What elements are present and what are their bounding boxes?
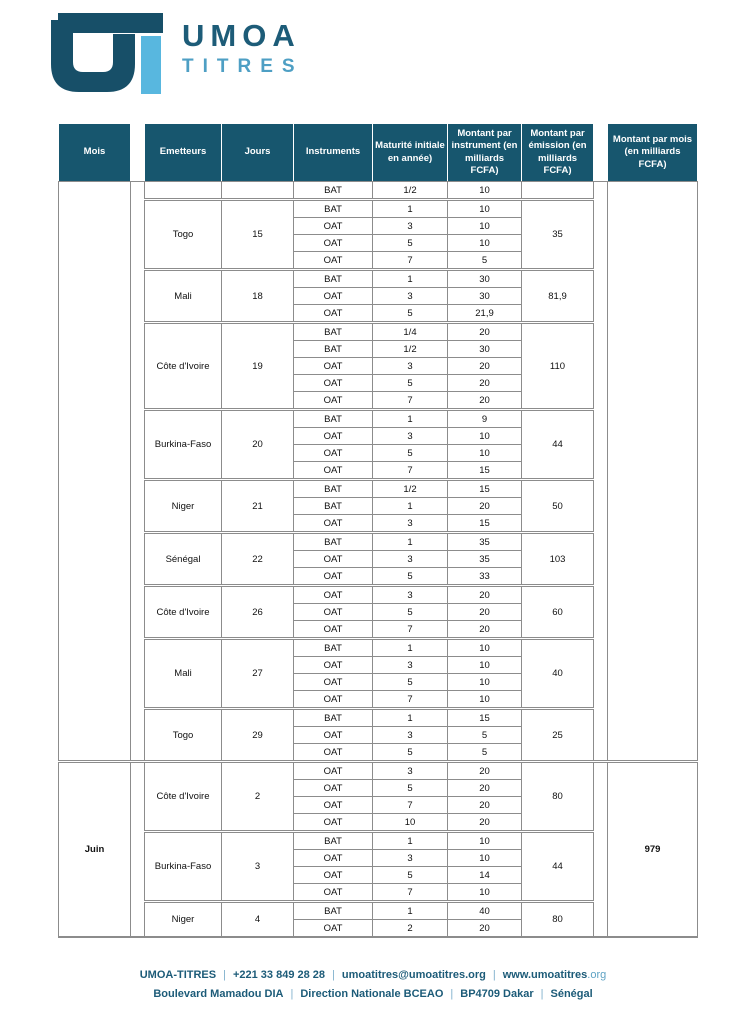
instrument-cell: OAT [294,305,373,323]
instrument-cell: OAT [294,604,373,621]
maturity-cell: 7 [373,252,448,270]
day-cell: 4 [222,902,294,938]
footer-segment: umoatitres@umoatitres.org [341,969,486,981]
instrument-cell: OAT [294,884,373,902]
logo-wordmark [182,20,304,76]
day-cell: 2 [222,762,294,832]
header-jours: Jours [222,124,294,182]
instrument-cell: OAT [294,727,373,744]
instrument-cell: BAT [294,182,373,200]
maturity-cell: 3 [373,586,448,604]
amount-cell: 10 [448,674,522,691]
maturity-cell: 1 [373,639,448,657]
amount-cell: 30 [448,270,522,288]
maturity-cell: 3 [373,727,448,744]
issuer-cell: Côte d'Ivoire [145,762,222,832]
maturity-cell: 7 [373,691,448,709]
header-montant-mois: Montant par mois (en milliards FCFA) [608,124,698,182]
instrument-cell: BAT [294,323,373,341]
maturity-cell: 5 [373,867,448,884]
issuer-cell: Sénégal [145,533,222,586]
maturity-cell: 3 [373,428,448,445]
instrument-cell: BAT [294,410,373,428]
amount-cell: 10 [448,832,522,850]
maturity-cell: 2 [373,920,448,938]
header-mois: Mois [59,124,131,182]
issue-total-cell: 40 [522,639,594,709]
instrument-cell: OAT [294,657,373,674]
issue-total-cell [522,182,594,200]
maturity-cell: 3 [373,657,448,674]
instrument-cell: OAT [294,288,373,305]
umoa-titres-logo [40,10,304,102]
amount-cell: 33 [448,568,522,586]
instrument-cell: BAT [294,498,373,515]
instrument-cell: OAT [294,814,373,832]
spacer-cell [594,762,608,938]
footer-segment: Sénégal [550,988,593,1001]
footer-separator: | [450,988,454,1001]
instrument-cell: OAT [294,762,373,780]
header-spacer-left [131,124,145,182]
month-cell: Juin [59,762,131,938]
maturity-cell: 3 [373,551,448,568]
issuer-cell: Niger [145,902,222,938]
instrument-cell: OAT [294,428,373,445]
footer-segment: BP4709 Dakar [460,988,534,1001]
footer-segment: Boulevard Mamadou DIA [153,988,284,1001]
amount-cell: 20 [448,780,522,797]
day-cell: 29 [222,709,294,762]
amount-cell: 10 [448,428,522,445]
footer-segment-suffix: .org [587,969,607,981]
amount-cell: 15 [448,480,522,498]
month-total-cell [608,182,698,762]
header-instruments: Instruments [294,124,373,182]
instrument-cell: OAT [294,797,373,814]
amount-cell: 10 [448,639,522,657]
instrument-cell: BAT [294,902,373,920]
issue-total-cell: 35 [522,200,594,270]
maturity-cell: 3 [373,218,448,235]
footer-separator: | [290,988,294,1001]
amount-cell: 20 [448,604,522,621]
issuer-cell: Côte d'Ivoire [145,323,222,410]
issue-total-cell: 60 [522,586,594,639]
issuer-cell: Togo [145,709,222,762]
footer-separator: | [492,969,496,981]
amount-cell: 20 [448,498,522,515]
table-row [59,182,698,200]
maturity-cell: 1 [373,410,448,428]
amount-cell: 15 [448,709,522,727]
maturity-cell: 1/2 [373,182,448,200]
instrument-cell: OAT [294,235,373,252]
instrument-cell: OAT [294,920,373,938]
issuer-cell: Burkina-Faso [145,832,222,902]
maturity-cell: 1 [373,270,448,288]
amount-cell: 20 [448,797,522,814]
instrument-cell: OAT [294,392,373,410]
maturity-cell: 1 [373,498,448,515]
amount-cell: 40 [448,902,522,920]
instrument-cell: BAT [294,832,373,850]
footer-line-2 [0,985,746,1004]
page-footer [0,966,746,1005]
amount-cell: 10 [448,657,522,674]
footer-line-1 [0,966,746,985]
instrument-cell: BAT [294,200,373,218]
instrument-cell: OAT [294,674,373,691]
footer-segment: www.umoatitres [502,969,588,981]
maturity-cell: 5 [373,375,448,392]
day-cell: 21 [222,480,294,533]
logo-titres-text: TITRES [182,56,304,77]
maturity-cell: 5 [373,235,448,252]
spacer-cell [131,762,145,938]
footer-segment: UMOA-TITRES [139,969,217,981]
amount-cell: 5 [448,252,522,270]
maturity-cell: 5 [373,604,448,621]
instrument-cell: OAT [294,621,373,639]
issuer-cell: Niger [145,480,222,533]
header-emetteurs: Emetteurs [145,124,222,182]
maturity-cell: 1 [373,200,448,218]
maturity-cell: 7 [373,621,448,639]
instrument-cell: OAT [294,462,373,480]
amount-cell: 9 [448,410,522,428]
issuance-calendar-table [58,123,698,938]
amount-cell: 21,9 [448,305,522,323]
instrument-cell: BAT [294,270,373,288]
header-spacer-right [594,124,608,182]
maturity-cell: 5 [373,445,448,462]
amount-cell: 20 [448,375,522,392]
amount-cell: 20 [448,358,522,375]
issue-total-cell: 103 [522,533,594,586]
instrument-cell: OAT [294,358,373,375]
amount-cell: 10 [448,200,522,218]
day-cell: 20 [222,410,294,480]
amount-cell: 20 [448,762,522,780]
amount-cell: 35 [448,551,522,568]
day-cell: 3 [222,832,294,902]
maturity-cell: 5 [373,744,448,762]
issuer-cell: Burkina-Faso [145,410,222,480]
day-cell: 18 [222,270,294,323]
instrument-cell: OAT [294,586,373,604]
amount-cell: 10 [448,850,522,867]
amount-cell: 10 [448,691,522,709]
instrument-cell: OAT [294,252,373,270]
maturity-cell: 1/2 [373,341,448,358]
footer-separator: | [540,988,544,1001]
footer-segment: +221 33 849 28 28 [232,969,326,981]
footer-separator: | [332,969,335,981]
issue-total-cell: 25 [522,709,594,762]
instrument-cell: OAT [294,218,373,235]
maturity-cell: 10 [373,814,448,832]
instrument-cell: OAT [294,744,373,762]
maturity-cell: 5 [373,305,448,323]
maturity-cell: 3 [373,288,448,305]
table-header-row [59,124,698,182]
maturity-cell: 1/2 [373,480,448,498]
month-cell [59,182,131,762]
day-cell [222,182,294,200]
amount-cell: 10 [448,218,522,235]
instrument-cell: OAT [294,445,373,462]
amount-cell: 20 [448,814,522,832]
maturity-cell: 1 [373,832,448,850]
amount-cell: 35 [448,533,522,551]
issue-total-cell: 80 [522,762,594,832]
maturity-cell: 1 [373,533,448,551]
instrument-cell: OAT [294,850,373,867]
maturity-cell: 7 [373,884,448,902]
maturity-cell: 7 [373,462,448,480]
maturity-cell: 3 [373,762,448,780]
instrument-cell: BAT [294,341,373,358]
issuer-cell: Côte d'Ivoire [145,586,222,639]
amount-cell: 20 [448,920,522,938]
amount-cell: 10 [448,884,522,902]
issue-total-cell: 81,9 [522,270,594,323]
amount-cell: 20 [448,586,522,604]
amount-cell: 20 [448,621,522,639]
header-montant-instrument: Montant par instrument (en milliards FCFA) [448,124,522,182]
amount-cell: 15 [448,462,522,480]
spacer-cell [131,182,145,762]
amount-cell: 20 [448,323,522,341]
maturity-cell: 1 [373,902,448,920]
issue-total-cell: 44 [522,410,594,480]
instrument-cell: OAT [294,515,373,533]
amount-cell: 14 [448,867,522,884]
day-cell: 22 [222,533,294,586]
umoa-titres-logo-mark-icon [40,10,166,102]
maturity-cell: 1/4 [373,323,448,341]
issue-total-cell: 80 [522,902,594,938]
instrument-cell: OAT [294,691,373,709]
instrument-cell: OAT [294,551,373,568]
maturity-cell: 5 [373,780,448,797]
maturity-cell: 3 [373,850,448,867]
header-montant-emission: Montant par émission (en milliards FCFA) [522,124,594,182]
instrument-cell: OAT [294,867,373,884]
issuer-cell: Togo [145,200,222,270]
day-cell: 27 [222,639,294,709]
spacer-cell [594,182,608,762]
amount-cell: 30 [448,341,522,358]
footer-separator: | [223,969,226,981]
maturity-cell: 3 [373,515,448,533]
footer-segment: Direction Nationale BCEAO [300,988,444,1001]
amount-cell: 10 [448,182,522,200]
day-cell: 26 [222,586,294,639]
issue-total-cell: 110 [522,323,594,410]
instrument-cell: BAT [294,709,373,727]
amount-cell: 30 [448,288,522,305]
amount-cell: 5 [448,744,522,762]
maturity-cell: 7 [373,392,448,410]
instrument-cell: OAT [294,780,373,797]
day-cell: 19 [222,323,294,410]
maturity-cell: 7 [373,797,448,814]
maturity-cell: 3 [373,358,448,375]
issue-total-cell: 50 [522,480,594,533]
amount-cell: 20 [448,392,522,410]
amount-cell: 10 [448,235,522,252]
maturity-cell: 5 [373,674,448,691]
issuer-cell: Mali [145,270,222,323]
header-maturite: Maturité initiale en année) [373,124,448,182]
issuer-cell [145,182,222,200]
instrument-cell: BAT [294,533,373,551]
amount-cell: 5 [448,727,522,744]
amount-cell: 10 [448,445,522,462]
amount-cell: 15 [448,515,522,533]
maturity-cell: 5 [373,568,448,586]
instrument-cell: OAT [294,568,373,586]
maturity-cell: 1 [373,709,448,727]
table-row [59,762,698,780]
day-cell: 15 [222,200,294,270]
instrument-cell: BAT [294,480,373,498]
instrument-cell: OAT [294,375,373,392]
issue-total-cell: 44 [522,832,594,902]
month-total-cell: 979 [608,762,698,938]
instrument-cell: BAT [294,639,373,657]
logo-umoa-text: UMOA [182,18,301,53]
issuer-cell: Mali [145,639,222,709]
